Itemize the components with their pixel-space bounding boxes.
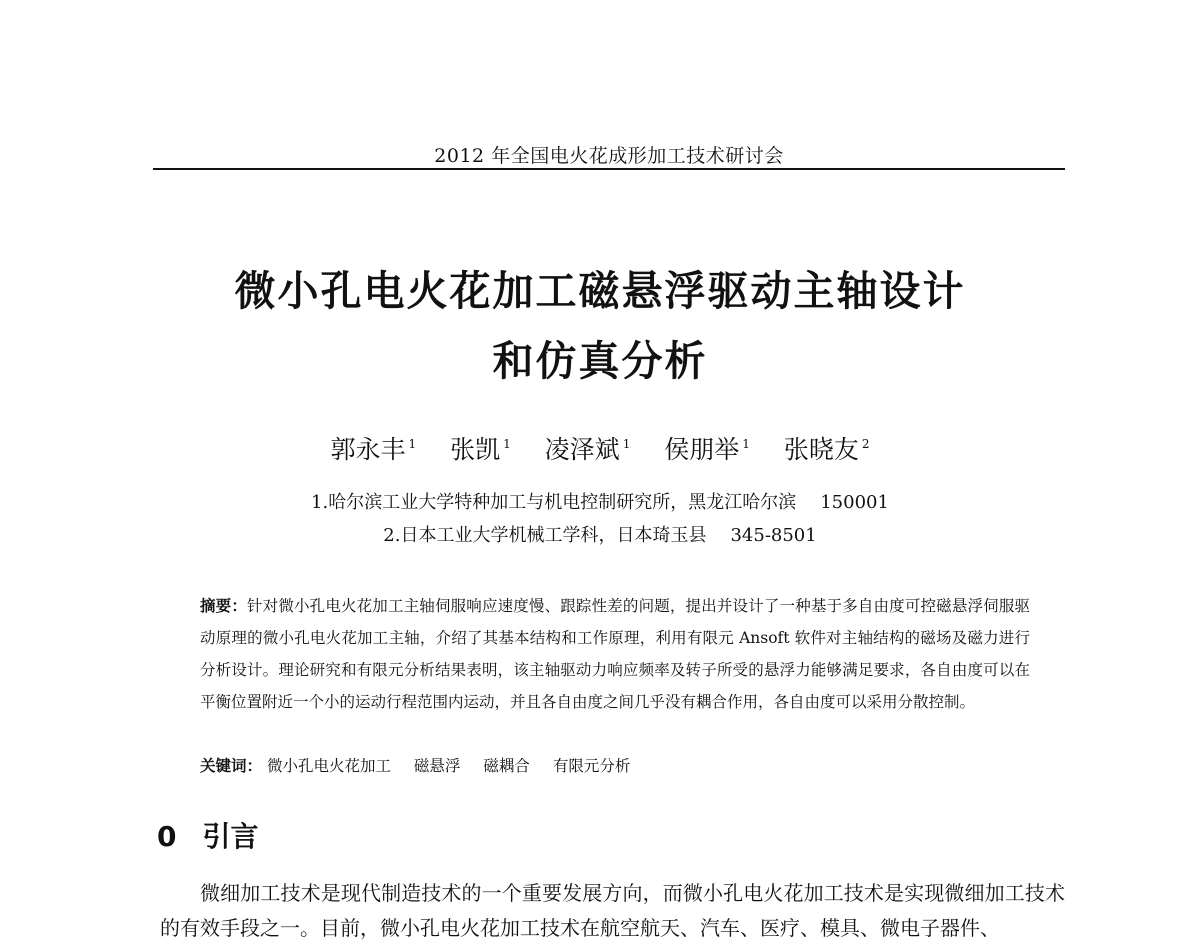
author: [450, 430, 511, 466]
author-name: 张晓友: [783, 435, 859, 464]
author: [664, 430, 750, 466]
author: [545, 430, 631, 466]
keyword: 微小孔电火花加工: [266, 757, 391, 775]
author-affil-mark: 2: [861, 437, 870, 451]
author: [784, 430, 870, 466]
abstract: [200, 590, 1030, 718]
author-affil-mark: 1: [503, 437, 511, 451]
paper-title-line-1: 微小孔电火花加工磁悬浮驱动主轴设计: [234, 267, 966, 315]
keywords: [200, 752, 1030, 780]
paper-title-line-2: 和仿真分析: [492, 337, 708, 385]
header-rule: [153, 168, 1065, 170]
author-affil-mark: 1: [408, 437, 417, 451]
author-list: [0, 430, 1200, 466]
author: [330, 430, 416, 466]
affiliation-text: 1.哈尔滨工业大学特种加工与机电控制研究所，黑龙江哈尔滨: [311, 492, 797, 513]
author-name: 凌泽斌: [544, 435, 620, 464]
author-name: 张凯: [450, 435, 501, 464]
keyword: 磁悬浮: [413, 757, 461, 775]
keyword: 有限元分析: [552, 757, 631, 775]
body-paragraph: 微细加工技术是现代制造技术的一个重要发展方向，而微小孔电火花加工技术是实现微细加工技术的有效手段之一。目前，微小孔电火花加工技术在航空航天、汽车、医疗、模具、微电子器件、: [160, 881, 1065, 940]
author-affil-mark: 1: [742, 437, 750, 451]
author-name: 侯朋举: [664, 435, 740, 464]
affiliation-2: [0, 521, 1200, 547]
author-affil-mark: 1: [622, 437, 631, 451]
abstract-label: 摘要：: [200, 596, 247, 615]
section-title: 引言: [202, 820, 259, 853]
postal-code: 150001: [820, 492, 889, 513]
abstract-text: 针对微小孔电火花加工主轴伺服响应速度慢、跟踪性差的问题，提出并设计了一种基于多自由度可控磁悬浮伺服驱动原理的微小孔电火花加工主轴，介绍了其基本结构和工作原理，利用有限元 Ansoft 软件对主轴结构的磁场及磁力进行分析设计。理论研究和有限元分析结果表明，该主轴驱动力响应频率及转子所受的悬浮力能够满足要求，各自由度可以在平衡位置附近一个小的运动行程范围内运动，并且各自由度之间几乎没有耦合作用，各自由度可以采用分散控制。: [200, 597, 1030, 711]
keyword: 磁耦合: [483, 757, 530, 775]
postal-code: 345-8501: [730, 525, 817, 546]
conference-header: 2012 年全国电火花成形加工技术研讨会: [434, 145, 784, 167]
section-heading: [157, 815, 259, 855]
section-number: 0: [157, 820, 177, 853]
keywords-label: 关键词：: [200, 756, 263, 775]
affiliation-text: 2.日本工业大学机械工学科，日本琦玉县: [383, 525, 707, 546]
affiliation-1: [0, 488, 1200, 514]
author-name: 郭永丰: [330, 435, 406, 464]
